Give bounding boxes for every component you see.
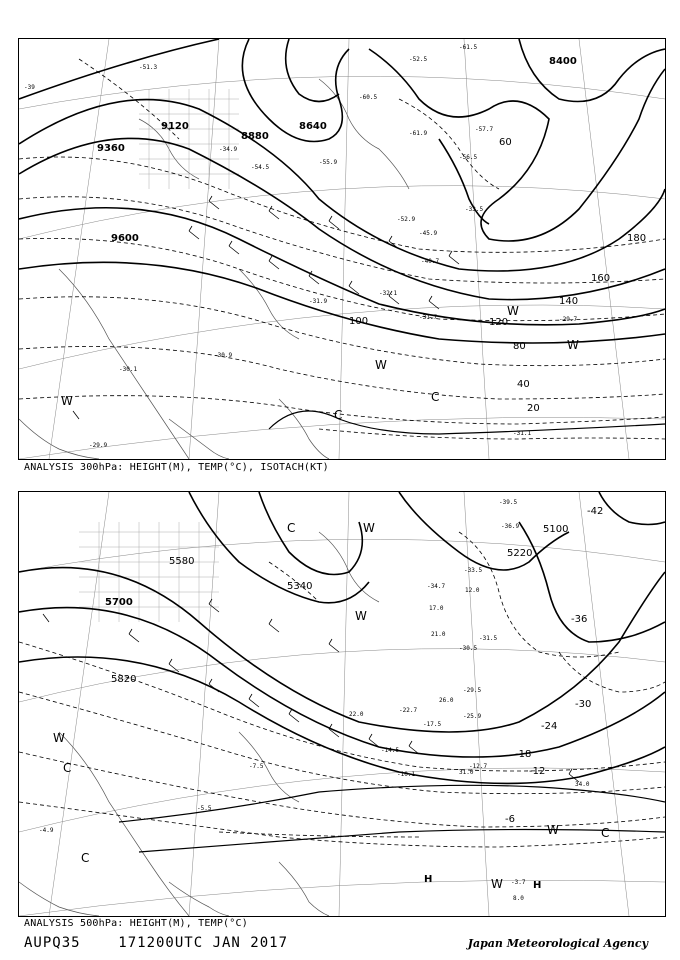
- station-obs: -14.5: [381, 747, 400, 754]
- temp-obs: -57.7: [475, 126, 494, 133]
- height-label: 5220: [507, 548, 533, 559]
- station-obs: -30.5: [459, 645, 478, 652]
- temp-obs: -56.5: [459, 154, 478, 161]
- temp-obs: -31.7: [419, 314, 438, 321]
- height-label: 5100: [543, 524, 569, 535]
- warm-center-label: W: [375, 358, 387, 372]
- warm-center-label: W: [567, 338, 579, 352]
- station-obs: 34.0: [575, 781, 590, 788]
- station-obs: 22.0: [349, 711, 364, 718]
- station-obs: -10.1: [397, 771, 416, 778]
- high-center-label: H: [533, 880, 542, 891]
- temp-obs: -51.3: [139, 64, 158, 71]
- station-obs: -3.7: [511, 879, 526, 886]
- station-obs: -5.5: [197, 805, 212, 812]
- chart-500hpa-canvas: [19, 492, 665, 916]
- isotherm-label: -24: [541, 721, 558, 732]
- coastline: [19, 79, 409, 459]
- height-label: 8400: [549, 56, 577, 67]
- station-observations: [39, 499, 590, 902]
- station-obs: 12.0: [465, 587, 480, 594]
- height-label: 5580: [169, 556, 195, 567]
- height-label: 8880: [241, 131, 269, 142]
- station-obs: -36.9: [501, 523, 520, 530]
- temp-obs: -55.9: [319, 159, 338, 166]
- isotach-label: 100: [349, 316, 369, 327]
- temp-obs: -29.7: [559, 316, 578, 323]
- hatch-area: [79, 522, 219, 622]
- wind-barbs: [73, 196, 519, 459]
- station-obs: 31.0: [459, 769, 474, 776]
- isotherm-solid: [119, 785, 665, 852]
- isotherm-label: -18: [515, 749, 532, 760]
- wind-barbs: [43, 599, 579, 782]
- temp-obs: -29.9: [89, 442, 108, 449]
- temp-obs: -30.9: [214, 352, 233, 359]
- temp-obs: -39: [24, 84, 35, 91]
- temp-obs: -45.9: [419, 230, 438, 237]
- station-obs: -22.7: [399, 707, 418, 714]
- height-label: 9360: [97, 143, 125, 154]
- isotherm-label: -36: [571, 614, 588, 625]
- isotherm-label: -6: [505, 814, 515, 825]
- height-label: 5700: [105, 597, 133, 608]
- temp-obs: -52.9: [397, 216, 416, 223]
- caption-500hpa: ANALYSIS 500hPa: HEIGHT(M), TEMP(°C): [24, 918, 248, 929]
- isotherms: [19, 532, 665, 847]
- caption-300hpa: ANALYSIS 300hPa: HEIGHT(M), TEMP(°C), ISOTACH(KT): [24, 462, 329, 473]
- station-obs: -4.9: [39, 827, 54, 834]
- graticule: [19, 492, 665, 916]
- temp-obs: -32.1: [379, 290, 398, 297]
- temp-obs: -31.9: [309, 298, 328, 305]
- isotach-label: 80: [513, 341, 526, 352]
- hatch-area: [139, 89, 239, 189]
- station-obs: -17.5: [423, 721, 442, 728]
- station-obs: -25.9: [463, 713, 482, 720]
- station-obs: 21.0: [431, 631, 446, 638]
- agency-name: Japan Meteorological Agency: [467, 937, 648, 950]
- temp-obs: -61.9: [409, 130, 428, 137]
- isotach-label: 20: [527, 403, 540, 414]
- height-label: 9120: [161, 121, 189, 132]
- cold-center-label: C: [601, 826, 610, 840]
- isotherm-label: -30: [575, 699, 592, 710]
- temp-obs: -40.7: [421, 258, 440, 265]
- station-obs: -29.5: [463, 687, 482, 694]
- isotherm-label: -42: [587, 506, 604, 517]
- cold-center-label: C: [287, 521, 296, 535]
- warm-center-label: W: [491, 877, 503, 891]
- station-obs: -7.5: [249, 763, 264, 770]
- isotach-lines: [269, 411, 665, 434]
- isotach-label: 160: [591, 273, 611, 284]
- station-obs: 17.0: [429, 605, 444, 612]
- station-obs: -33.5: [464, 567, 483, 574]
- isotach-label: 180: [627, 233, 647, 244]
- warm-center-label: W: [547, 823, 559, 837]
- cold-center-label: C: [63, 761, 72, 775]
- station-obs: -34.7: [427, 583, 446, 590]
- warm-center-label: W: [355, 609, 367, 623]
- warm-center-label: W: [507, 304, 519, 318]
- temp-obs: -34.9: [219, 146, 238, 153]
- high-center-label: H: [424, 874, 433, 885]
- station-obs: -39.5: [499, 499, 518, 506]
- isotach-label: 40: [517, 379, 530, 390]
- cold-center-label: C: [81, 851, 90, 865]
- chart-code: AUPQ35 171200UTC JAN 2017: [24, 935, 289, 951]
- temp-obs: -61.5: [459, 44, 478, 51]
- warm-center-label: W: [363, 521, 375, 535]
- station-obs: 8.0: [513, 895, 524, 902]
- station-obs: 26.0: [439, 697, 454, 704]
- chart-300hpa-canvas: [19, 39, 665, 459]
- isotach-label: 140: [559, 296, 579, 307]
- warm-center-label: W: [61, 394, 73, 408]
- warm-center-label: W: [53, 731, 65, 745]
- temp-obs: -52.5: [409, 56, 428, 63]
- height-label: 5340: [287, 581, 313, 592]
- cold-center-label: C: [431, 390, 440, 404]
- isotach-label: 60: [499, 137, 512, 148]
- temp-obs: -33.5: [465, 206, 484, 213]
- isotherm-label: -12: [529, 766, 546, 777]
- height-label: 9600: [111, 233, 139, 244]
- cold-center-label: C: [334, 408, 343, 422]
- temp-obs: -31.1: [513, 430, 532, 437]
- station-obs: -12.7: [469, 763, 488, 770]
- height-label: 5820: [111, 674, 137, 685]
- isotach-label: 120: [489, 317, 509, 328]
- temp-obs: -30.1: [119, 366, 138, 373]
- height-label: 8640: [299, 121, 327, 132]
- temp-obs: -60.5: [359, 94, 378, 101]
- height-contours: [19, 492, 665, 783]
- chart-300hpa: [18, 38, 666, 460]
- chart-500hpa: [18, 491, 666, 917]
- temp-obs: -54.5: [251, 164, 270, 171]
- station-obs: -31.5: [479, 635, 498, 642]
